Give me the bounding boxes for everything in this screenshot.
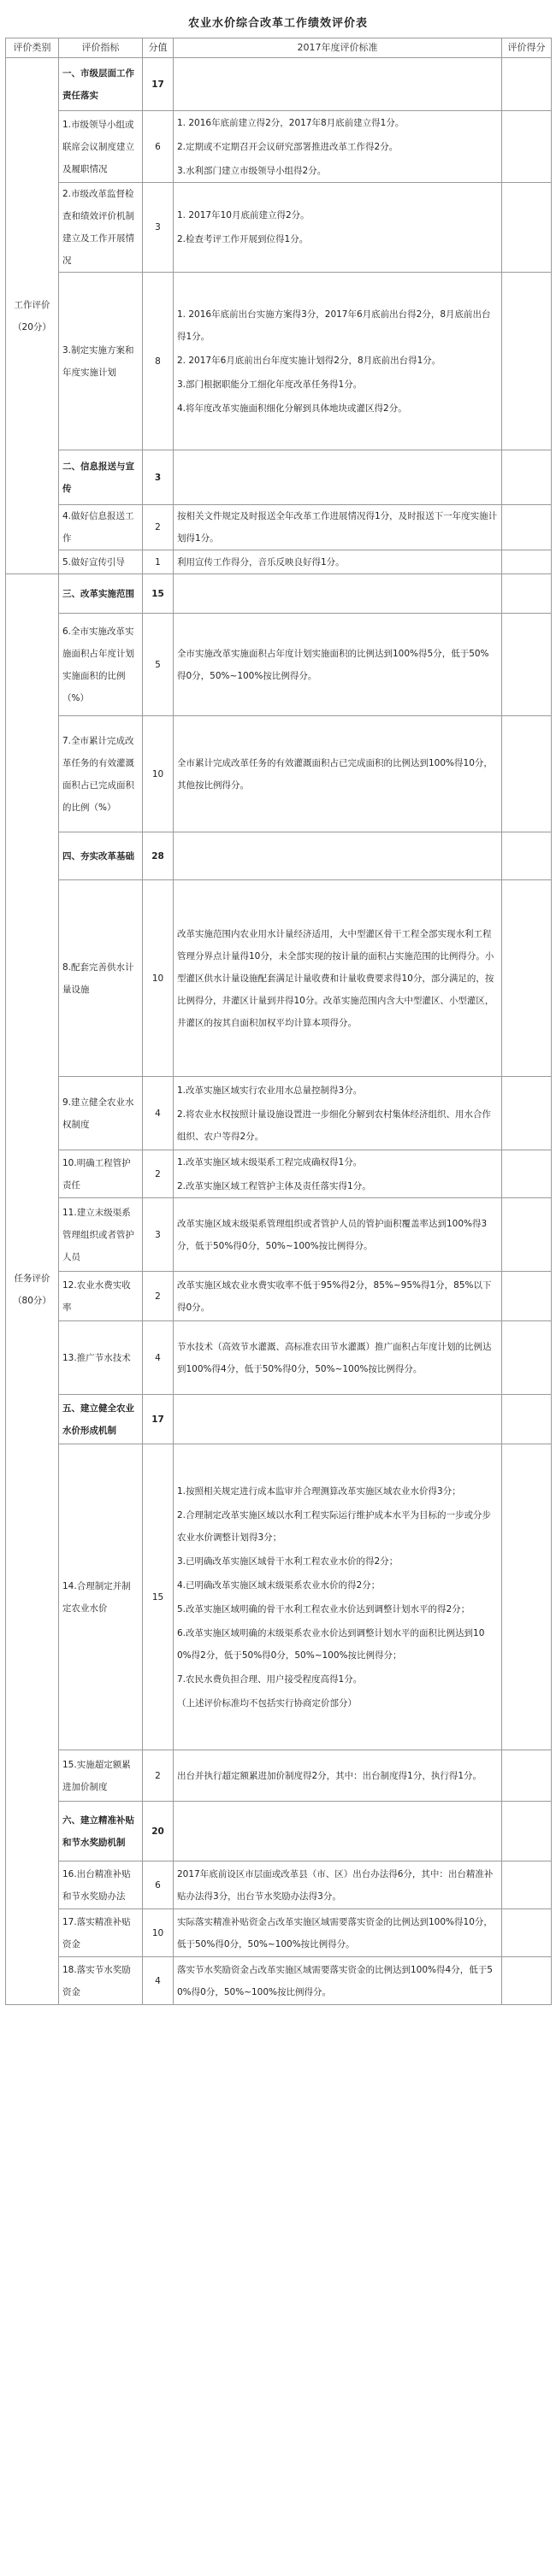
table-row xyxy=(6,1198,552,1272)
evaluation-score-cell xyxy=(502,880,552,1077)
indicator-cell: 14.合理制定并制定农业水价 xyxy=(59,1444,143,1750)
indicator-cell: 10.明确工程管护责任 xyxy=(59,1150,143,1198)
evaluation-score-cell xyxy=(502,450,552,505)
indicator-cell: 15.实施超定额累进加价制度 xyxy=(59,1750,143,1802)
standard-line: 2.将农业水权按照计量设施设置进一步细化分解到农村集体经济组织、用水合作组织、农户等得2分。 xyxy=(177,1109,492,1142)
standard-cell xyxy=(174,111,502,183)
score-cell: 2 xyxy=(143,1150,174,1198)
table-row xyxy=(6,505,552,550)
evaluation-score-cell xyxy=(502,111,552,183)
score-cell: 8 xyxy=(143,273,174,450)
standard-line: 1.按照相关规定进行成本监审并合理测算改革实施区域农业水价得3分； xyxy=(177,1485,461,1497)
evaluation-score-cell xyxy=(502,1861,552,1909)
indicator-cell: 12.农业水费实收率 xyxy=(59,1272,143,1321)
standard-line: 4.已明确改革实施区域末级渠系农业水价的得2分； xyxy=(177,1579,381,1591)
standard-line: 改革实施范围内农业用水计量经济适用，大中型灌区骨干工程全部实现水利工程管理分界点计量得10分，未全部实现的按计量的面积占实施范围的比例得分。小型灌区供水计量设施配套满足计量收费和计量收费要求得10分，部分满足的，按比例得分，井灌区计量到井得10分。改革实施范围内含大中型灌区、小型灌区，井灌区的按其自面积加权平均计算本项得分。 xyxy=(177,928,494,1028)
score-cell: 4 xyxy=(143,1077,174,1150)
table-header-row xyxy=(6,38,552,58)
standard-cell xyxy=(174,1957,502,2005)
score-cell: 2 xyxy=(143,505,174,550)
evaluation-score-cell xyxy=(502,1198,552,1272)
score-cell: 6 xyxy=(143,111,174,183)
evaluation-score-cell xyxy=(502,273,552,450)
standard-line: 7.农民水费负担合理、用户接受程度高得1分。 xyxy=(177,1673,363,1685)
standard-cell xyxy=(174,1444,502,1750)
evaluation-score-cell xyxy=(502,1909,552,1957)
standard-line: （上述评价标准均不包括实行协商定价部分） xyxy=(177,1697,357,1709)
table-row xyxy=(6,273,552,450)
evaluation-score-cell xyxy=(502,58,552,111)
score-cell: 2 xyxy=(143,1750,174,1802)
standard-line: 出台并执行超定额累进加价制度得2分，其中：出台制度得1分，执行得1分。 xyxy=(177,1770,482,1781)
score-cell: 5 xyxy=(143,614,174,716)
page-title: 农业水价综合改革工作绩效评价表 xyxy=(187,17,368,30)
standard-line: 2. 2017年6月底前出台年度实施计划得2分，8月底前出台得1分。 xyxy=(177,355,441,366)
score-cell: 6 xyxy=(143,1861,174,1909)
evaluation-score-cell xyxy=(502,1957,552,2005)
indicator-cell: 18.落实节水奖励资金 xyxy=(59,1957,143,2005)
header-standard: 2017年度评价标准 xyxy=(174,38,502,58)
score-cell: 3 xyxy=(143,183,174,273)
section-title: 一、市级层面工作责任落实 xyxy=(59,58,143,111)
section-row xyxy=(6,58,552,111)
table-row xyxy=(6,1444,552,1750)
evaluation-score-cell xyxy=(502,1272,552,1321)
standard-line: 利用宣传工作得分，音乐反映良好得1分。 xyxy=(177,556,345,568)
standard-line: 4.将年度改革实施面积细化分解到具体地块或灌区得2分。 xyxy=(177,403,407,414)
indicator-cell: 6.全市实施改革实施面积占年度计划实施面积的比例（%） xyxy=(59,614,143,716)
standard-line: 3.已明确改革实施区域骨干水利工程农业水价的得2分； xyxy=(177,1556,399,1567)
evaluation-score-cell xyxy=(502,832,552,880)
indicator-cell: 11.建立末级渠系管理组织或者管护人员 xyxy=(59,1198,143,1272)
section-row xyxy=(6,450,552,505)
table-row xyxy=(6,1750,552,1802)
standard-line: 6.改革实施区域明确的末级渠系农业水价达到调整计划水平的面积比例达到100%得2分，低于50%得0分，50%~100%按比例得分； xyxy=(177,1627,485,1661)
standard-cell xyxy=(174,1909,502,1957)
section-row xyxy=(6,1395,552,1444)
standard-cell xyxy=(174,1861,502,1909)
header-category: 评价类别 xyxy=(6,38,59,58)
standard-cell xyxy=(174,574,502,614)
score-cell: 1 xyxy=(143,550,174,574)
indicator-cell: 5.做好宣传引导 xyxy=(59,550,143,574)
evaluation-score-cell xyxy=(502,505,552,550)
table-row xyxy=(6,1077,552,1150)
standard-cell xyxy=(174,880,502,1077)
indicator-cell: 7.全市累计完成改革任务的有效灌溉面积占已完成面积的比例（%） xyxy=(59,716,143,832)
score-cell: 2 xyxy=(143,1272,174,1321)
table-row xyxy=(6,716,552,832)
standard-cell xyxy=(174,1750,502,1802)
category-cell: 任务评价（80分） xyxy=(6,574,59,2005)
table-row xyxy=(6,183,552,273)
standard-cell xyxy=(174,58,502,111)
score-cell: 15 xyxy=(143,574,174,614)
header-score: 分值 xyxy=(143,38,174,58)
section-title: 五、建立健全农业水价形成机制 xyxy=(59,1395,143,1444)
evaluation-score-cell xyxy=(502,1077,552,1150)
standard-cell xyxy=(174,450,502,505)
indicator-cell: 16.出台精准补贴和节水奖励办法 xyxy=(59,1861,143,1909)
score-cell: 10 xyxy=(143,716,174,832)
table-row xyxy=(6,614,552,716)
category-cell: 工作评价（20分） xyxy=(6,58,59,574)
evaluation-score-cell xyxy=(502,1321,552,1395)
standard-line: 2.改革实施区域工程管护主体及责任落实得1分。 xyxy=(177,1180,371,1191)
indicator-cell: 17.落实精准补贴资金 xyxy=(59,1909,143,1957)
table-row xyxy=(6,1909,552,1957)
evaluation-score-cell xyxy=(502,183,552,273)
standard-line: 5.改革实施区域明确的骨干水利工程农业水价达到调整计划水平的得2分； xyxy=(177,1603,470,1614)
score-cell: 10 xyxy=(143,1909,174,1957)
evaluation-score-cell xyxy=(502,1395,552,1444)
evaluation-score-cell xyxy=(502,1150,552,1198)
header-indicator: 评价指标 xyxy=(59,38,143,58)
indicator-cell: 2.市级改革监督检查和绩效评价机制建立及工作开展情况 xyxy=(59,183,143,273)
standard-line: 改革实施区域末级渠系管理组织或者管护人员的管护面积覆盖率达到100%得3分，低于50%得0分，50%~100%按比例得分。 xyxy=(177,1218,488,1251)
score-cell: 4 xyxy=(143,1321,174,1395)
standard-line: 3.部门根据职能分工细化年度改革任务得1分。 xyxy=(177,379,363,390)
standard-cell xyxy=(174,1272,502,1321)
standard-line: 全市实施改革实施面积占年度计划实施面积的比例达到100%得5分，低于50%得0分，50%~100%按比例得分。 xyxy=(177,648,489,681)
evaluation-score-cell xyxy=(502,1444,552,1750)
evaluation-score-cell xyxy=(502,614,552,716)
standard-line: 按相关文件规定及时报送全年改革工作进展情况得1分，及时报送下一年度实施计划得1分。 xyxy=(177,511,498,544)
section-title: 三、改革实施范围 xyxy=(59,574,143,614)
table-row xyxy=(6,1957,552,2005)
standard-cell xyxy=(174,1198,502,1272)
standard-cell xyxy=(174,550,502,574)
standard-line: 节水技术（高效节水灌溉、高标准农田节水灌溉）推广面积占年度计划的比例达到100%得4分，低于50%得0分，50%~100%按比例得分。 xyxy=(177,1341,492,1374)
indicator-cell: 4.做好信息报送工作 xyxy=(59,505,143,550)
standard-cell xyxy=(174,1150,502,1198)
score-cell: 17 xyxy=(143,1395,174,1444)
standard-cell xyxy=(174,1802,502,1861)
evaluation-table xyxy=(5,38,552,2005)
evaluation-score-cell xyxy=(502,1802,552,1861)
standard-line: 2017年底前设区市层面或改革县（市、区）出台办法得6分，其中：出台精准补贴办法得3分，出台节水奖励办法得3分。 xyxy=(177,1868,494,1902)
standard-line: 落实节水奖励资金占改革实施区域需要落实资金的比例达到100%得4分，低于50%得0分，50%~100%按比例得分。 xyxy=(177,1964,493,1997)
standard-line: 实际落实精准补贴资金占改革实施区域需要落实资金的比例达到100%得10分，低于50%得0分，50%~100%按比例得分。 xyxy=(177,1916,493,1950)
table-row xyxy=(6,111,552,183)
standard-line: 3.水利部门建立市级领导小组得2分。 xyxy=(177,165,327,176)
score-cell: 20 xyxy=(143,1802,174,1861)
score-cell: 4 xyxy=(143,1957,174,2005)
table-row xyxy=(6,1272,552,1321)
section-row xyxy=(6,1802,552,1861)
standard-cell xyxy=(174,614,502,716)
score-cell: 3 xyxy=(143,450,174,505)
indicator-cell: 3.制定实施方案和年度实施计划 xyxy=(59,273,143,450)
standard-line: 2.合理制定改革实施区域以水利工程实际运行维护成本水平为目标的一步或分步农业水价调整计划得3分； xyxy=(177,1509,492,1543)
standard-line: 1. 2016年底前建立得2分，2017年8月底前建立得1分。 xyxy=(177,117,405,128)
indicator-cell: 1.市级领导小组或联席会议制度建立及履职情况 xyxy=(59,111,143,183)
table-row xyxy=(6,1861,552,1909)
score-cell: 3 xyxy=(143,1198,174,1272)
evaluation-score-cell xyxy=(502,550,552,574)
standard-cell xyxy=(174,505,502,550)
indicator-cell: 13.推广节水技术 xyxy=(59,1321,143,1395)
standard-line: 1. 2016年底前出台实施方案得3分，2017年6月底前出台得2分，8月底前出台得1分。 xyxy=(177,309,491,342)
section-title: 六、建立精准补贴和节水奖励机制 xyxy=(59,1802,143,1861)
indicator-cell: 9.建立健全农业水权制度 xyxy=(59,1077,143,1150)
standard-line: 改革实施区域农业水费实收率不低于95%得2分，85%~95%得1分，85%以下得0分。 xyxy=(177,1279,492,1313)
section-title: 二、信息报送与宣传 xyxy=(59,450,143,505)
table-row xyxy=(6,880,552,1077)
table-row xyxy=(6,1150,552,1198)
standard-cell xyxy=(174,1321,502,1395)
evaluation-score-cell xyxy=(502,716,552,832)
table-row xyxy=(6,550,552,574)
standard-line: 2.检查考评工作开展到位得1分。 xyxy=(177,234,309,244)
indicator-cell: 8.配套完善供水计量设施 xyxy=(59,880,143,1077)
evaluation-score-cell xyxy=(502,1750,552,1802)
standard-cell xyxy=(174,1077,502,1150)
section-row xyxy=(6,832,552,880)
standard-cell xyxy=(174,183,502,273)
score-cell: 15 xyxy=(143,1444,174,1750)
evaluation-score-cell xyxy=(502,574,552,614)
standard-cell xyxy=(174,273,502,450)
score-cell: 17 xyxy=(143,58,174,111)
section-title: 四、夯实改革基础 xyxy=(59,832,143,880)
section-row xyxy=(6,574,552,614)
standard-line: 1.改革实施区域实行农业用水总量控制得3分。 xyxy=(177,1085,363,1096)
standard-line: 1.改革实施区域末级渠系工程完成确权得1分。 xyxy=(177,1156,363,1167)
score-cell: 10 xyxy=(143,880,174,1077)
standard-line: 1. 2017年10月底前建立得2分。 xyxy=(177,210,310,221)
standard-cell xyxy=(174,1395,502,1444)
standard-cell xyxy=(174,832,502,880)
standard-cell xyxy=(174,716,502,832)
score-cell: 28 xyxy=(143,832,174,880)
standard-line: 全市累计完成改革任务的有效灌溉面积占已完成面积的比例达到100%得10分，其他按比例得分。 xyxy=(177,757,493,791)
header-eval-score: 评价得分 xyxy=(502,38,552,58)
table-row xyxy=(6,1321,552,1395)
standard-line: 2.定期或不定期召开会议研究部署推进改革工作得2分。 xyxy=(177,141,399,152)
